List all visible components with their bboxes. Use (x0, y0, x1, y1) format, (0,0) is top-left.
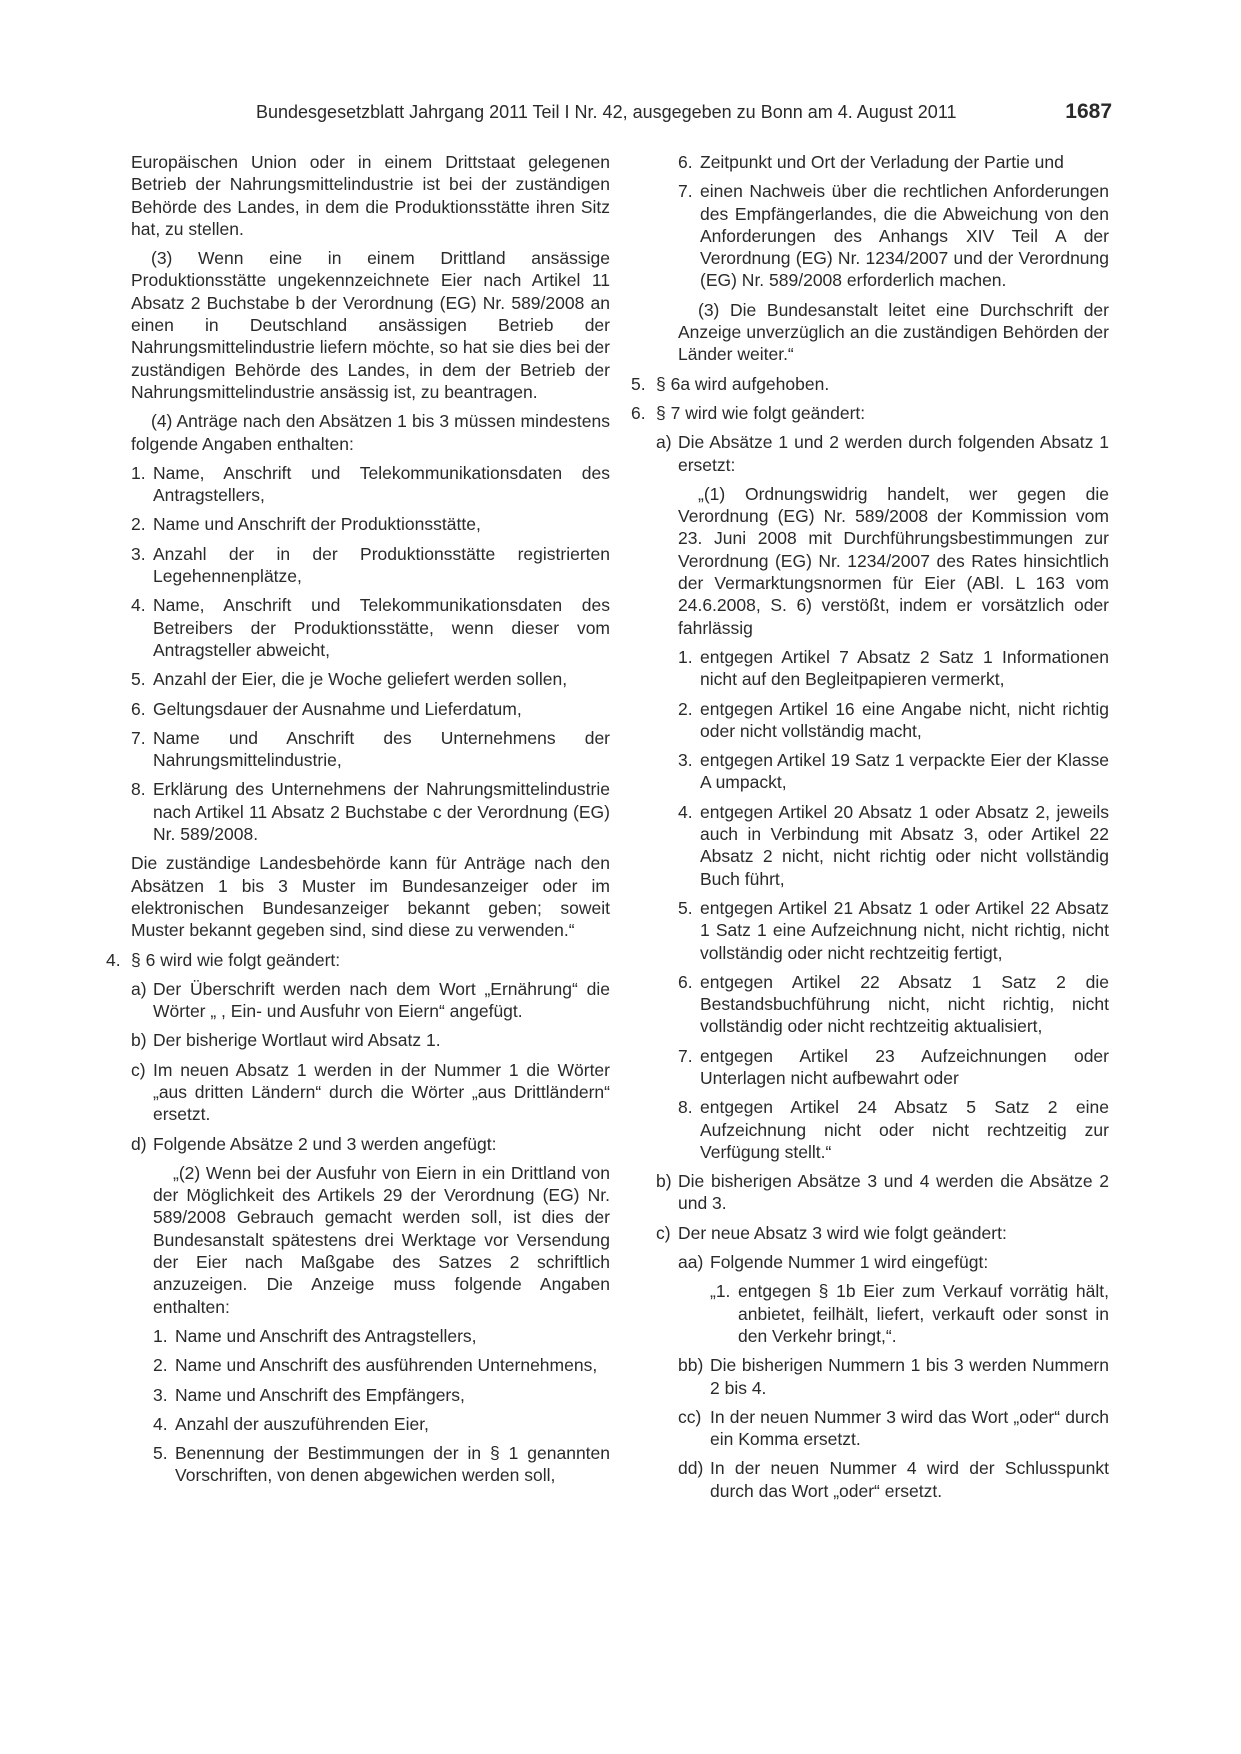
list-text: Geltungsdauer der Ausnahme und Lieferdatum, (153, 698, 522, 719)
item-6-c-cc (678, 1406, 1109, 1451)
amendment-item-6 (631, 402, 1109, 424)
item-6-c-bb (678, 1354, 1109, 1399)
quote-2-list (153, 1325, 610, 1487)
item-6-c-aa (678, 1251, 1109, 1273)
list-item (131, 462, 610, 507)
list-number: 1. (131, 462, 146, 483)
list-text: entgegen Artikel 19 Satz 1 verpackte Eier der Klasse A umpackt, (700, 750, 1109, 793)
list-text: entgegen Artikel 24 Absatz 5 Satz 2 eine Aufzeichnung nicht oder nicht rechtzeitig zur Verfügung stellt.“ (700, 1097, 1109, 1162)
list-number: 2. (678, 698, 693, 719)
list-text: entgegen Artikel 23 Aufzeichnungen oder Unterlagen nicht aufbewahrt oder (700, 1045, 1109, 1088)
list-item (153, 1413, 610, 1435)
list-number: 2. (131, 514, 146, 535)
list-text: Name, Anschrift und Telekommunikationsdaten des Betreibers der Produktionsstätte, wenn dieser vom Antragsteller abweicht, (153, 595, 610, 660)
list-number: 6. (678, 971, 693, 992)
list-number: b) (131, 1030, 147, 1051)
list-number: 3. (153, 1384, 168, 1405)
list-number: 5. (631, 373, 646, 394)
amendment-item-5 (631, 373, 1109, 395)
paragraph-4-list (131, 462, 610, 845)
list-item (131, 978, 610, 1023)
left-column (106, 151, 610, 1487)
quote-paragraph-3: (3) Die Bundesanstalt leitet eine Durchschrift der Anzeige unverzüglich an die zuständigen Behörden der Länder weiter.“ (678, 299, 1109, 365)
item-6-c-dd (678, 1457, 1109, 1502)
list-number: 2. (153, 1355, 168, 1376)
list-text: Folgende Absätze 2 und 3 werden angefügt: (153, 1133, 497, 1154)
list-number: 3. (131, 543, 146, 564)
list-number: 6. (678, 152, 693, 172)
list-text: Name und Anschrift des Empfängers, (175, 1384, 465, 1405)
list-number: 6. (631, 402, 646, 423)
list-text: Anzahl der Eier, die je Woche geliefert werden sollen, (153, 669, 568, 690)
list-item (678, 749, 1109, 794)
paragraph-intro: Europäischen Union oder in einem Drittstaat gelegenen Betrieb der Nahrungsmittelindustrie ist bei der zuständigen Behörde des Landes, in dem die Produktionsstätte ihren Sitz hat, zu stellen. (131, 152, 610, 239)
item-6-c (656, 1222, 1109, 1244)
list-text: entgegen Artikel 20 Absatz 1 oder Absatz 2, jeweils auch in Verbindung mit Absatz 3, oder Artikel 22 Absatz 2 nicht, nicht richtig oder nicht vollständig Buch führt, (700, 801, 1109, 889)
list-number: 1. (678, 646, 693, 667)
list-number: 1. (153, 1325, 168, 1346)
list-text: Der neue Absatz 3 wird wie folgt geändert: (678, 1222, 1007, 1243)
list-text: Name, Anschrift und Telekommunikationsdaten des Antragstellers, (153, 462, 610, 506)
list-item (153, 1384, 610, 1406)
list-number: c) (131, 1059, 146, 1080)
quote-2-list-continued (678, 151, 1109, 292)
list-text: Name und Anschrift des Antragstellers, (175, 1325, 477, 1346)
item-6-a (656, 431, 1109, 476)
list-text: Im neuen Absatz 1 werden in der Nummer 1 die Wörter „aus dritten Ländern“ durch die Wörter „aus Drittländern“ ersetzt. (153, 1059, 610, 1125)
list-letter: dd) (678, 1458, 704, 1479)
list-text: § 6a wird aufgehoben. (656, 373, 830, 394)
absatz-1-list (678, 646, 1109, 1163)
list-text: In der neuen Nummer 3 wird das Wort „oder“ durch ein Komma ersetzt. (710, 1406, 1109, 1450)
paragraph-3: (3) Wenn eine in einem Drittland ansässige Produktionsstätte ungekennzeichnete Eier nach Artikel 11 Absatz 2 Buchstabe b der Verordnung (EG) Nr. 589/2008 an einen in Deutschland ansässigen Betrieb der Nahrungsmittelindustrie liefern möchte, so hat sie dies bei der zuständigen Behörde des Landes, in dem der Betrieb der Nahrungsmittelindustrie ansässig ist, zu beantragen. (131, 248, 610, 402)
list-text: Der Überschrift werden nach dem Wort „Ernährung“ die Wörter „ , Ein- und Ausfuhr von Eiern“ angefügt. (153, 978, 610, 1022)
list-text: Zeitpunkt und Ort der Verladung der Partie und (700, 152, 1064, 172)
list-letter: a) (656, 432, 672, 453)
list-letter: b) (656, 1171, 672, 1192)
list-number: 5. (678, 897, 693, 918)
list-item (131, 1029, 610, 1051)
list-text: entgegen § 1b Eier zum Verkauf vorrätig hält, anbietet, feilhält, liefert, verkauft oder sonst in den Verkehr bringt,“. (738, 1281, 1109, 1346)
list-number: 4. (106, 949, 121, 970)
list-item (131, 698, 610, 720)
list-text: Anzahl der auszuführenden Eier, (175, 1413, 429, 1434)
list-item (678, 971, 1109, 1038)
list-text: In der neuen Nummer 4 wird der Schlusspunkt durch das Wort „oder“ ersetzt. (710, 1458, 1109, 1501)
paragraph-4-closing: Die zuständige Landesbehörde kann für Anträge nach den Absätzen 1 bis 3 Muster im Bundesanzeiger oder im elektronischen Bundesanzeiger bekannt geben; soweit Muster bekannt gegeben sind, sind diese zu verwenden.“ (131, 853, 610, 941)
list-number: 8. (678, 1097, 693, 1118)
amendment-item-4 (106, 949, 610, 971)
list-item (131, 668, 610, 690)
list-letter: bb) (678, 1355, 704, 1376)
list-item (131, 594, 610, 661)
list-text: Anzahl der in der Produktionsstätte registrierten Legehennenplätze, (153, 543, 610, 587)
list-text: Der bisherige Wortlaut wird Absatz 1. (153, 1030, 441, 1051)
item-6-b (656, 1170, 1109, 1215)
list-number: 7. (678, 1045, 693, 1066)
page-header (256, 100, 1112, 130)
list-item (131, 1133, 610, 1155)
list-text: § 6 wird wie folgt geändert: (131, 949, 341, 970)
list-text: Die bisherigen Absätze 3 und 4 werden die Absätze 2 und 3. (678, 1171, 1109, 1214)
list-item (678, 180, 1109, 291)
quote-nummer-1 (710, 1280, 1109, 1347)
item-4-subitems (131, 978, 610, 1155)
list-number: 5. (131, 669, 146, 690)
list-text: Erklärung des Unternehmens der Nahrungsmittelindustrie nach Artikel 11 Absatz 2 Buchstabe c der Verordnung (EG) Nr. 589/2008. (153, 779, 610, 845)
list-number: 4. (153, 1413, 168, 1434)
list-number: 4. (678, 801, 693, 822)
list-text: Folgende Nummer 1 wird eingefügt: (710, 1252, 989, 1273)
list-item (678, 151, 1109, 173)
list-number: 5. (153, 1443, 168, 1464)
list-number: 7. (131, 727, 146, 748)
list-item (678, 897, 1109, 964)
header-title: Bundesgesetzblatt Jahrgang 2011 Teil I Nr. 42, ausgegeben zu Bonn am 4. August 2011 (256, 102, 957, 122)
list-item (153, 1325, 610, 1347)
list-number: 6. (131, 698, 146, 719)
list-letter: aa) (678, 1252, 704, 1273)
list-text: entgegen Artikel 22 Absatz 1 Satz 2 die Bestandsbuchführung nicht, nicht richtig, nicht vollständig oder nicht rechtzeitig aktualisiert, (700, 971, 1109, 1037)
quote-paragraph-2: „(2) Wenn bei der Ausfuhr von Eiern in ein Drittland von der Möglichkeit des Artikels 29 der Verordnung (EG) Nr. 589/2008 Gebrauch gemacht werden soll, ist dies der Bundesanstalt spätestens drei Werktage vor Versendung der Eier nach Maßgabe des Satzes 2 schriftlich anzuzeigen. Die Anzeige muss folgende Angaben enthalten: (153, 1162, 610, 1317)
list-item (153, 1442, 610, 1487)
list-text: entgegen Artikel 21 Absatz 1 oder Artikel 22 Absatz 1 Satz 1 eine Aufzeichnung nicht, nicht richtig, nicht vollständig oder nicht rechtzeitig fertigt, (700, 897, 1109, 963)
list-number: 8. (131, 779, 146, 800)
list-text: einen Nachweis über die rechtlichen Anforderungen des Empfängerlandes, die die Abweichung von den Anforderungen des Anhangs XIV Teil A der Verordnung (EG) Nr. 1234/2007 und der Verordnung (EG) Nr. 589/2008 erforderlich machen. (700, 181, 1109, 291)
list-item (131, 1059, 610, 1126)
right-column (631, 151, 1109, 1502)
list-item (678, 1096, 1109, 1163)
list-text: § 7 wird wie folgt geändert: (656, 402, 866, 423)
list-number: a) (131, 978, 147, 999)
list-item (678, 646, 1109, 691)
list-text: Benennung der Bestimmungen der in § 1 genannten Vorschriften, von denen abgewichen werden soll, (175, 1443, 610, 1486)
list-item (131, 513, 610, 535)
list-number: 4. (131, 595, 146, 616)
list-text: Name und Anschrift der Produktionsstätte, (153, 514, 481, 535)
list-item (153, 1354, 610, 1376)
list-number: d) (131, 1133, 147, 1154)
list-text: entgegen Artikel 16 eine Angabe nicht, nicht richtig oder nicht vollständig macht, (700, 698, 1109, 741)
list-item (678, 1045, 1109, 1090)
list-number: 3. (678, 750, 693, 771)
list-text: entgegen Artikel 7 Absatz 2 Satz 1 Informationen nicht auf den Begleitpapieren vermerkt, (700, 646, 1109, 690)
list-item (678, 801, 1109, 890)
paragraph-4: (4) Anträge nach den Absätzen 1 bis 3 müssen mindestens folgende Angaben enthalten: (131, 411, 610, 454)
list-text: Die Absätze 1 und 2 werden durch folgenden Absatz 1 ersetzt: (678, 432, 1109, 475)
list-number: 7. (678, 181, 693, 202)
list-text: Die bisherigen Nummern 1 bis 3 werden Nummern 2 bis 4. (710, 1355, 1109, 1398)
list-item (131, 778, 610, 845)
list-item (678, 698, 1109, 743)
list-text: Name und Anschrift des Unternehmens der Nahrungsmittelindustrie, (153, 727, 610, 771)
list-item (131, 727, 610, 772)
list-item (131, 543, 610, 588)
list-text: Name und Anschrift des ausführenden Unternehmens, (175, 1355, 598, 1376)
list-number: „1. (710, 1281, 731, 1302)
list-letter: c) (656, 1222, 671, 1243)
page-number: 1687 (1065, 100, 1112, 123)
quote-absatz-1: „(1) Ordnungswidrig handelt, wer gegen die Verordnung (EG) Nr. 589/2008 der Kommission vom 23. Juni 2008 mit Durchführungsbestimmungen zur Verordnung (EG) Nr. 1234/2007 des Rates hinsichtlich der Vermarktungsnormen für Eier (ABl. L 163 vom 24.6.2008, S. 6) verstößt, indem er vorsätzlich oder fahrlässig (678, 483, 1109, 638)
list-letter: cc) (678, 1406, 702, 1427)
